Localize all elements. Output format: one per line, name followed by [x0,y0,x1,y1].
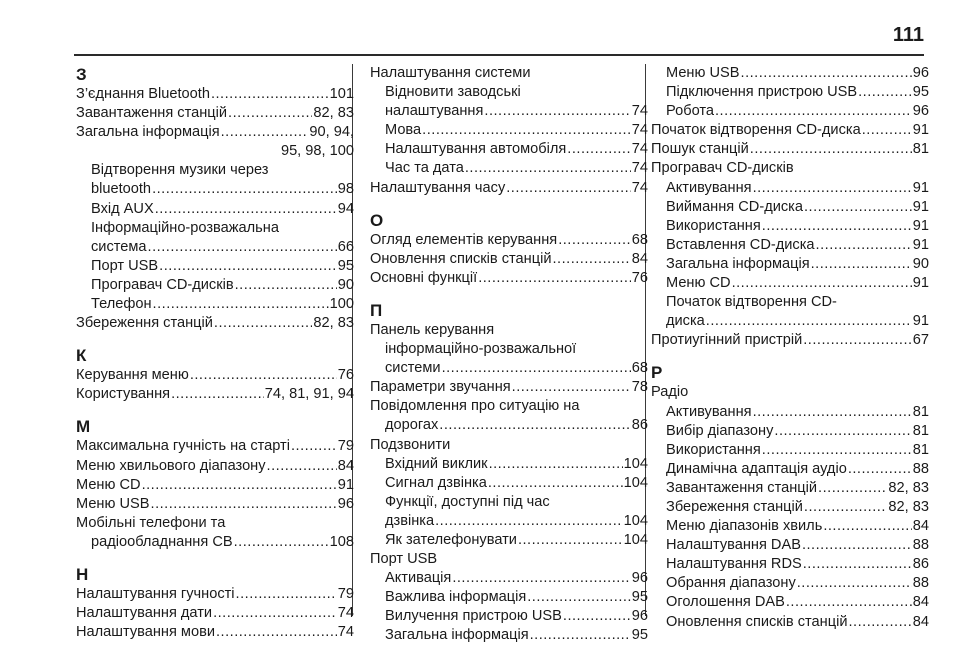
page-reference[interactable]: 74 [337,624,354,641]
dot-leader [439,416,630,435]
index-subentry [651,422,929,441]
entry-term: Основні функції [370,269,478,286]
page-reference[interactable]: 66 [337,238,354,255]
entry-term: системи [385,360,441,377]
index-entry [370,179,648,198]
page-reference[interactable]: 81 [912,403,929,420]
dot-leader [267,457,337,476]
dot-leader [527,588,631,607]
index-entry [370,231,648,250]
entry-term: налаштування [385,103,484,120]
page-reference[interactable]: 91 [912,236,929,253]
dot-leader [753,179,912,198]
index-subentry [370,455,648,474]
page-reference[interactable]: 101 [329,86,354,102]
entry-term: Завантаження станцій [76,105,228,122]
entry-term: Меню CD [76,476,141,493]
entry-term: Сигнал дзвінка [385,474,487,491]
index-entry [76,314,354,333]
index-heading-line: Відновити заводські [385,84,521,101]
index-heading-line: Інформаційно-розважальна [91,219,279,236]
dot-leader [171,385,264,404]
dot-leader [478,269,631,288]
entry-term: Налаштування RDS [666,556,802,573]
dot-leader [216,623,337,642]
index-subentry [370,359,648,378]
index-subentry [651,274,929,293]
index-subentry [651,64,929,83]
entry-term: Огляд елементів керування [370,231,558,248]
dot-leader [484,102,630,121]
entry-term: Параметри звучання [370,379,511,396]
dot-leader [802,536,912,555]
index-subentry [651,517,929,536]
dot-leader [552,250,630,269]
page-reference[interactable]: 91 [912,313,929,330]
index-subentry [76,257,354,276]
page-reference[interactable]: 81 [912,422,929,439]
index-heading-line: Відтворення музики через [91,162,269,179]
entry-term: Вставлення CD-диска [666,236,815,253]
page-reference[interactable]: 82, 83 [888,479,929,496]
dot-leader [291,437,337,456]
page-reference[interactable]: 104 [623,455,648,472]
entry-term: дорогах [385,417,439,434]
entry-term: Меню USB [666,65,740,81]
page-reference[interactable]: 96 [631,608,648,625]
index-section-letter: П [370,300,383,320]
index-subentry [370,626,648,645]
entry-term: Активація [385,570,452,587]
entry-term: Порт USB [91,257,159,274]
entry-term: Важлива інформація [385,589,527,606]
page-reference[interactable]: 82, 83 [313,315,354,332]
index-subentry [370,159,648,178]
dot-leader [190,366,337,385]
page-reference[interactable]: 104 [623,531,648,548]
entry-term: Налаштування дати [76,605,213,622]
entry-term: Вилучення пристрою USB [385,608,562,625]
dot-leader [452,569,630,588]
index-heading-line: Радіо [651,384,689,401]
dot-leader [774,422,911,441]
index-entry [76,585,354,604]
index-entry [651,331,929,350]
page-reference[interactable]: 84 [631,250,648,267]
index-entry [651,140,929,159]
dot-leader [862,121,912,140]
index-entry [76,385,354,404]
index-heading-line: Функції, доступні під час [385,493,550,510]
dot-leader [435,512,623,531]
index-subentry [651,217,929,236]
page-reference[interactable]: 84 [912,518,929,535]
page-reference[interactable]: 88 [912,460,929,477]
entry-term: Робота [666,103,714,120]
page-reference[interactable]: 98 [337,181,354,198]
index-entry [76,457,354,476]
index-column-3 [651,64,929,632]
entry-term: З’єднання Bluetooth [76,86,210,102]
dot-leader [234,533,329,552]
index-subentry [370,588,648,607]
index-entry [76,495,354,514]
dot-leader [159,257,337,276]
index-subentry [651,198,929,217]
page-reference[interactable]: 86 [912,556,929,573]
entry-term: Налаштування мови [76,624,215,641]
dot-leader [715,102,912,121]
index-subentry [651,498,929,517]
index-column-2 [370,64,648,646]
page-reference[interactable]: 96 [337,495,354,512]
entry-term: Вибір діапазону [666,422,774,439]
index-subentry [76,533,354,552]
dot-leader [804,198,912,217]
index-subentry [651,479,929,498]
index-subentry [370,569,648,588]
entry-term: Мова [385,122,422,139]
dot-leader [567,140,630,159]
index-subentry [370,531,648,550]
page-reference[interactable]: 74 [631,103,648,120]
page-reference[interactable]: 94 [337,200,354,217]
entry-term: Налаштування часу [370,179,506,196]
dot-leader [750,140,912,159]
page-reference[interactable]: 95 [337,257,354,274]
index-subentry [76,200,354,219]
dot-leader [151,495,337,514]
page-reference[interactable]: 74 [631,122,648,139]
dot-leader [465,159,631,178]
page-reference[interactable]: 104 [623,512,648,529]
page-reference[interactable]: 82, 83 [313,105,354,122]
index-subentry [651,403,929,422]
page-reference[interactable]: 82, 83 [888,498,929,515]
entry-term: Меню USB [76,495,150,512]
dot-leader [848,460,912,479]
page-reference[interactable]: 90 [912,255,929,272]
entry-term: Підключення пристрою USB [666,84,858,101]
page-reference[interactable]: 91 [912,122,929,139]
entry-term: Меню хвильового діапазону [76,457,266,474]
page-reference[interactable]: 88 [912,575,929,592]
index-entry [76,623,354,642]
page-reference[interactable]: 91 [912,179,929,196]
index-entry [76,437,354,456]
dot-leader [804,498,888,517]
entry-term: Динамічна адаптація аудіо [666,460,847,477]
index-heading-line: Повідомлення про ситуацію на [370,398,580,415]
index-entry [76,476,354,495]
index-column-1 [76,64,354,642]
page-reference[interactable]: 76 [337,367,354,384]
page-reference[interactable]: 74 [631,179,648,196]
index-subentry [76,295,354,314]
index-entry [76,85,354,104]
entry-term: Оголошення DAB [666,594,785,611]
entry-term: Початок відтворення CD-диска [651,122,861,139]
page-reference[interactable]: 91 [912,275,929,292]
index-subentry [370,474,648,493]
page-reference[interactable]: 90, 94, [309,124,354,141]
entry-term: Виймання CD-диска [666,198,803,215]
index-entry [370,269,648,288]
page-reference[interactable]: 91 [337,476,354,493]
page-reference[interactable]: 91 [912,217,929,234]
index-heading-line: Мобільні телефони та [76,514,226,531]
dot-leader [732,274,912,293]
page-reference[interactable]: 78 [631,379,648,396]
dot-leader [816,236,912,255]
dot-leader [153,295,329,314]
entry-term: Збереження станцій [666,498,803,515]
dot-leader [753,403,912,422]
index-heading-line: Налаштування системи [370,65,531,81]
page-reference[interactable]: 68 [631,231,648,248]
index-subentry [651,179,929,198]
page-reference[interactable]: 96 [631,570,648,587]
index-section-letter: О [370,210,384,230]
dot-leader [558,231,631,250]
index-subentry [370,512,648,531]
page-reference[interactable]: 95 [912,84,929,101]
index-subentry [651,312,929,331]
dot-leader [786,593,912,612]
entry-term: Використання [666,217,761,234]
index-entry [76,604,354,623]
dot-leader [214,314,313,333]
page-reference[interactable]: 108 [329,533,354,550]
entry-term: диска [666,313,705,330]
header-rule [74,54,924,56]
dot-leader [741,64,912,83]
index-section-letter: Р [651,363,663,383]
entry-term: Керування меню [76,367,189,384]
page-reference[interactable]: 96 [912,65,929,81]
entry-term: bluetooth [91,181,152,198]
entry-term: Користування [76,386,171,403]
index-subentry [370,416,648,435]
dot-leader [797,574,912,593]
dot-leader [142,476,337,495]
entry-term: Протиугінний пристрій [651,332,803,349]
entry-term: Загальна інформація [76,124,220,141]
index-entry [370,250,648,269]
page-number: 111 [892,24,924,46]
dot-leader [236,585,337,604]
page-reference[interactable]: 81 [912,441,929,458]
entry-term: Оновлення списків станцій [666,613,848,630]
page-reference[interactable]: 84 [337,457,354,474]
entry-term: Активування [666,403,752,420]
page-reference[interactable]: 95 [631,589,648,606]
index-heading-line: Подзвонити [370,436,451,453]
index-subentry [651,460,929,479]
page-reference[interactable]: 104 [623,474,648,491]
index-subentry [651,593,929,612]
entry-term: Вхід AUX [91,200,154,217]
entry-term: Активування [666,179,752,196]
index-subentry [651,102,929,121]
dot-leader [518,531,623,550]
entry-term: Загальна інформація [385,627,529,644]
dot-leader [422,121,631,140]
page-reference[interactable]: 74 [631,160,648,177]
dot-leader [818,479,887,498]
index-subentry [76,180,354,199]
dot-leader [213,604,337,623]
entry-term: Завантаження станцій [666,479,818,496]
index-subentry [651,236,929,255]
entry-term: Меню діапазонів хвиль [666,518,823,535]
index-entry [651,121,929,140]
index-subentry [370,140,648,159]
index-section-letter: Н [76,564,89,584]
page-reference[interactable]: 90 [337,276,354,293]
dot-leader [512,378,631,397]
page-reference[interactable]: 76 [631,269,648,286]
dot-leader [563,607,631,626]
entry-term: Загальна інформація [666,255,810,272]
entry-term: Максимальна гучність на старті [76,438,290,455]
dot-leader [442,359,631,378]
index-section-letter: З [76,65,87,84]
entry-term: Обрання діапазону [666,575,796,592]
dot-leader [155,200,337,219]
index-subentry [370,102,648,121]
dot-leader [762,441,912,460]
page-reference[interactable]: 88 [912,537,929,554]
index-subentry [651,536,929,555]
dot-leader [762,217,912,236]
index-subentry [651,255,929,274]
page-reference[interactable]: 100 [329,296,354,313]
dot-leader [530,626,631,645]
index-heading-line: інформаційно-розважальної [385,341,577,358]
dot-leader [488,474,623,493]
entry-term: Час та дата [385,160,464,177]
page-reference[interactable]: 84 [912,594,929,611]
dot-leader [211,85,329,104]
dot-leader [858,83,912,102]
page-reference[interactable]: 67 [912,332,929,349]
page-reference[interactable]: 81 [912,141,929,158]
dot-leader [811,255,912,274]
dot-leader [803,331,912,350]
dot-leader [152,180,337,199]
entry-term: Пошук станцій [651,141,749,158]
page-reference[interactable]: 96 [912,103,929,120]
index-subentry [76,276,354,295]
index-section-letter: К [76,346,87,366]
page-reference[interactable]: 68 [631,360,648,377]
entry-term: Меню CD [666,275,731,292]
page-reference[interactable]: 79 [337,585,354,602]
entry-term: радіообладнання CB [91,533,233,550]
entry-term: Налаштування гучності [76,585,235,602]
entry-term: Оновлення списків станцій [370,250,552,267]
page-reference[interactable]: 74 [631,141,648,158]
index-subentry [370,121,648,140]
index-heading-line: Порт USB [370,551,438,568]
page-reference[interactable]: 79 [337,438,354,455]
entry-term: дзвінка [385,512,435,529]
index-heading-line: Програвач CD-дисків [651,160,794,177]
index-subentry [76,238,354,257]
index-subentry [651,574,929,593]
index-heading-line: Панель керування [370,321,495,338]
index-subentry [651,613,929,632]
dot-leader [803,555,912,574]
dot-leader [235,276,337,295]
entry-term: Телефон [91,296,152,313]
entry-term: Вхідний виклик [385,455,488,472]
entry-term: Програвач CD-дисків [91,276,234,293]
index-subentry [651,441,929,460]
page-reference[interactable]: 74, 81, 91, 94 [264,386,354,403]
index-entry [76,366,354,385]
index-heading-line: Початок відтворення CD- [666,294,837,311]
entry-term: Налаштування DAB [666,537,801,554]
dot-leader [228,104,312,123]
page-reference[interactable]: 86 [631,417,648,434]
dot-leader [489,455,623,474]
entry-term: Налаштування автомобіля [385,141,567,158]
index-section-letter: М [76,417,91,437]
dot-leader [221,123,309,142]
entry-term: Збереження станцій [76,315,213,332]
entry-term: Використання [666,441,761,458]
page-reference[interactable]: 84 [912,613,929,630]
page-reference[interactable]: 74 [337,605,354,622]
index-subentry [370,607,648,626]
dot-leader [506,179,631,198]
index-subentry [651,555,929,574]
entry-term: Як зателефонувати [385,531,517,548]
index-entry [76,104,354,123]
dot-leader [148,238,337,257]
page-reference[interactable]: 95 [631,627,648,644]
index-heading-line: 95, 98, 100 [280,143,354,160]
index-entry [370,378,648,397]
entry-term: система [91,238,147,255]
dot-leader [848,613,911,632]
dot-leader [823,517,911,536]
dot-leader [706,312,912,331]
page-reference[interactable]: 91 [912,198,929,215]
index-subentry [651,83,929,102]
index-entry [76,123,354,142]
